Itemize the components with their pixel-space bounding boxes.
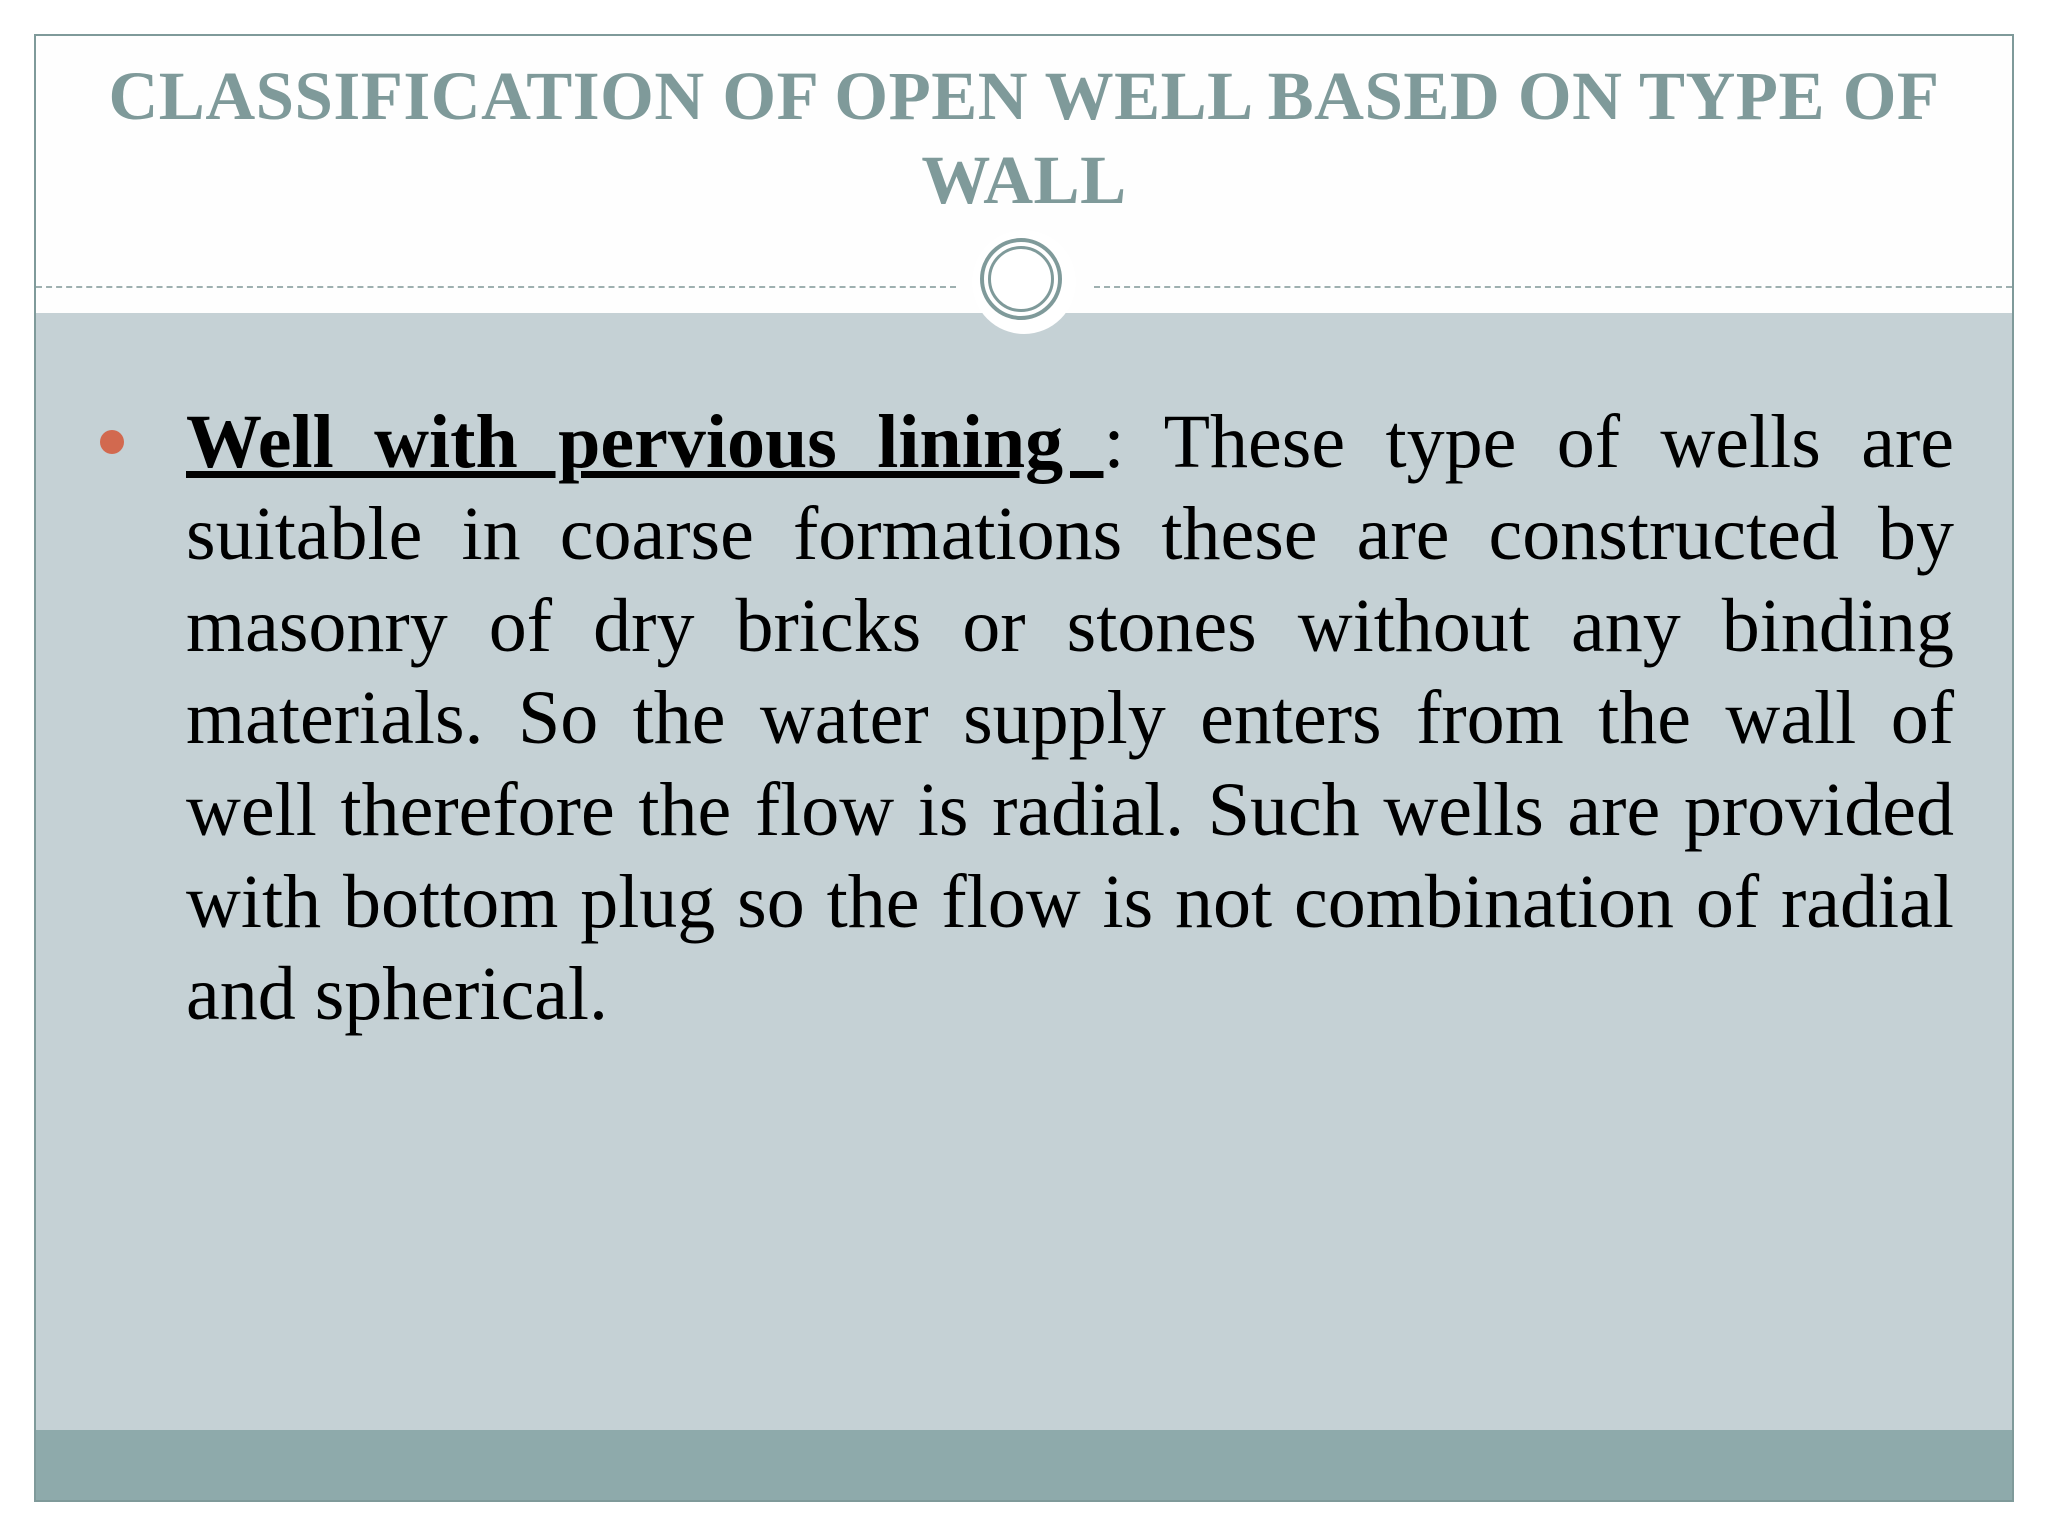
slide [34,34,2014,1502]
slide-content [36,313,2012,1434]
bullet-list [92,396,1954,1040]
bullet-term: Well with pervious lining [186,400,1104,484]
header-divider-right [1094,286,2012,288]
double-ring-icon [972,230,1076,334]
bullet-separator: : [1103,400,1164,484]
bullet-item [92,396,1954,1040]
bullet-text: These type of wells are suitable in coarse formations these are constructed by masonry of dry bricks or stones without any binding materials. So the water supply enters from the wall of well therefore the flow is radial. Such wells are provided with bottom plug so the flow is not combination of radial and spherical. [186,400,1954,1036]
footer-band [36,1430,2012,1500]
header-divider-left [36,286,956,288]
bullet-dot-icon [100,430,124,454]
ornament-inner-ring [988,246,1054,312]
slide-title: CLASSIFICATION OF OPEN WELL BASED ON TYPE OF WALL [108,58,1940,218]
